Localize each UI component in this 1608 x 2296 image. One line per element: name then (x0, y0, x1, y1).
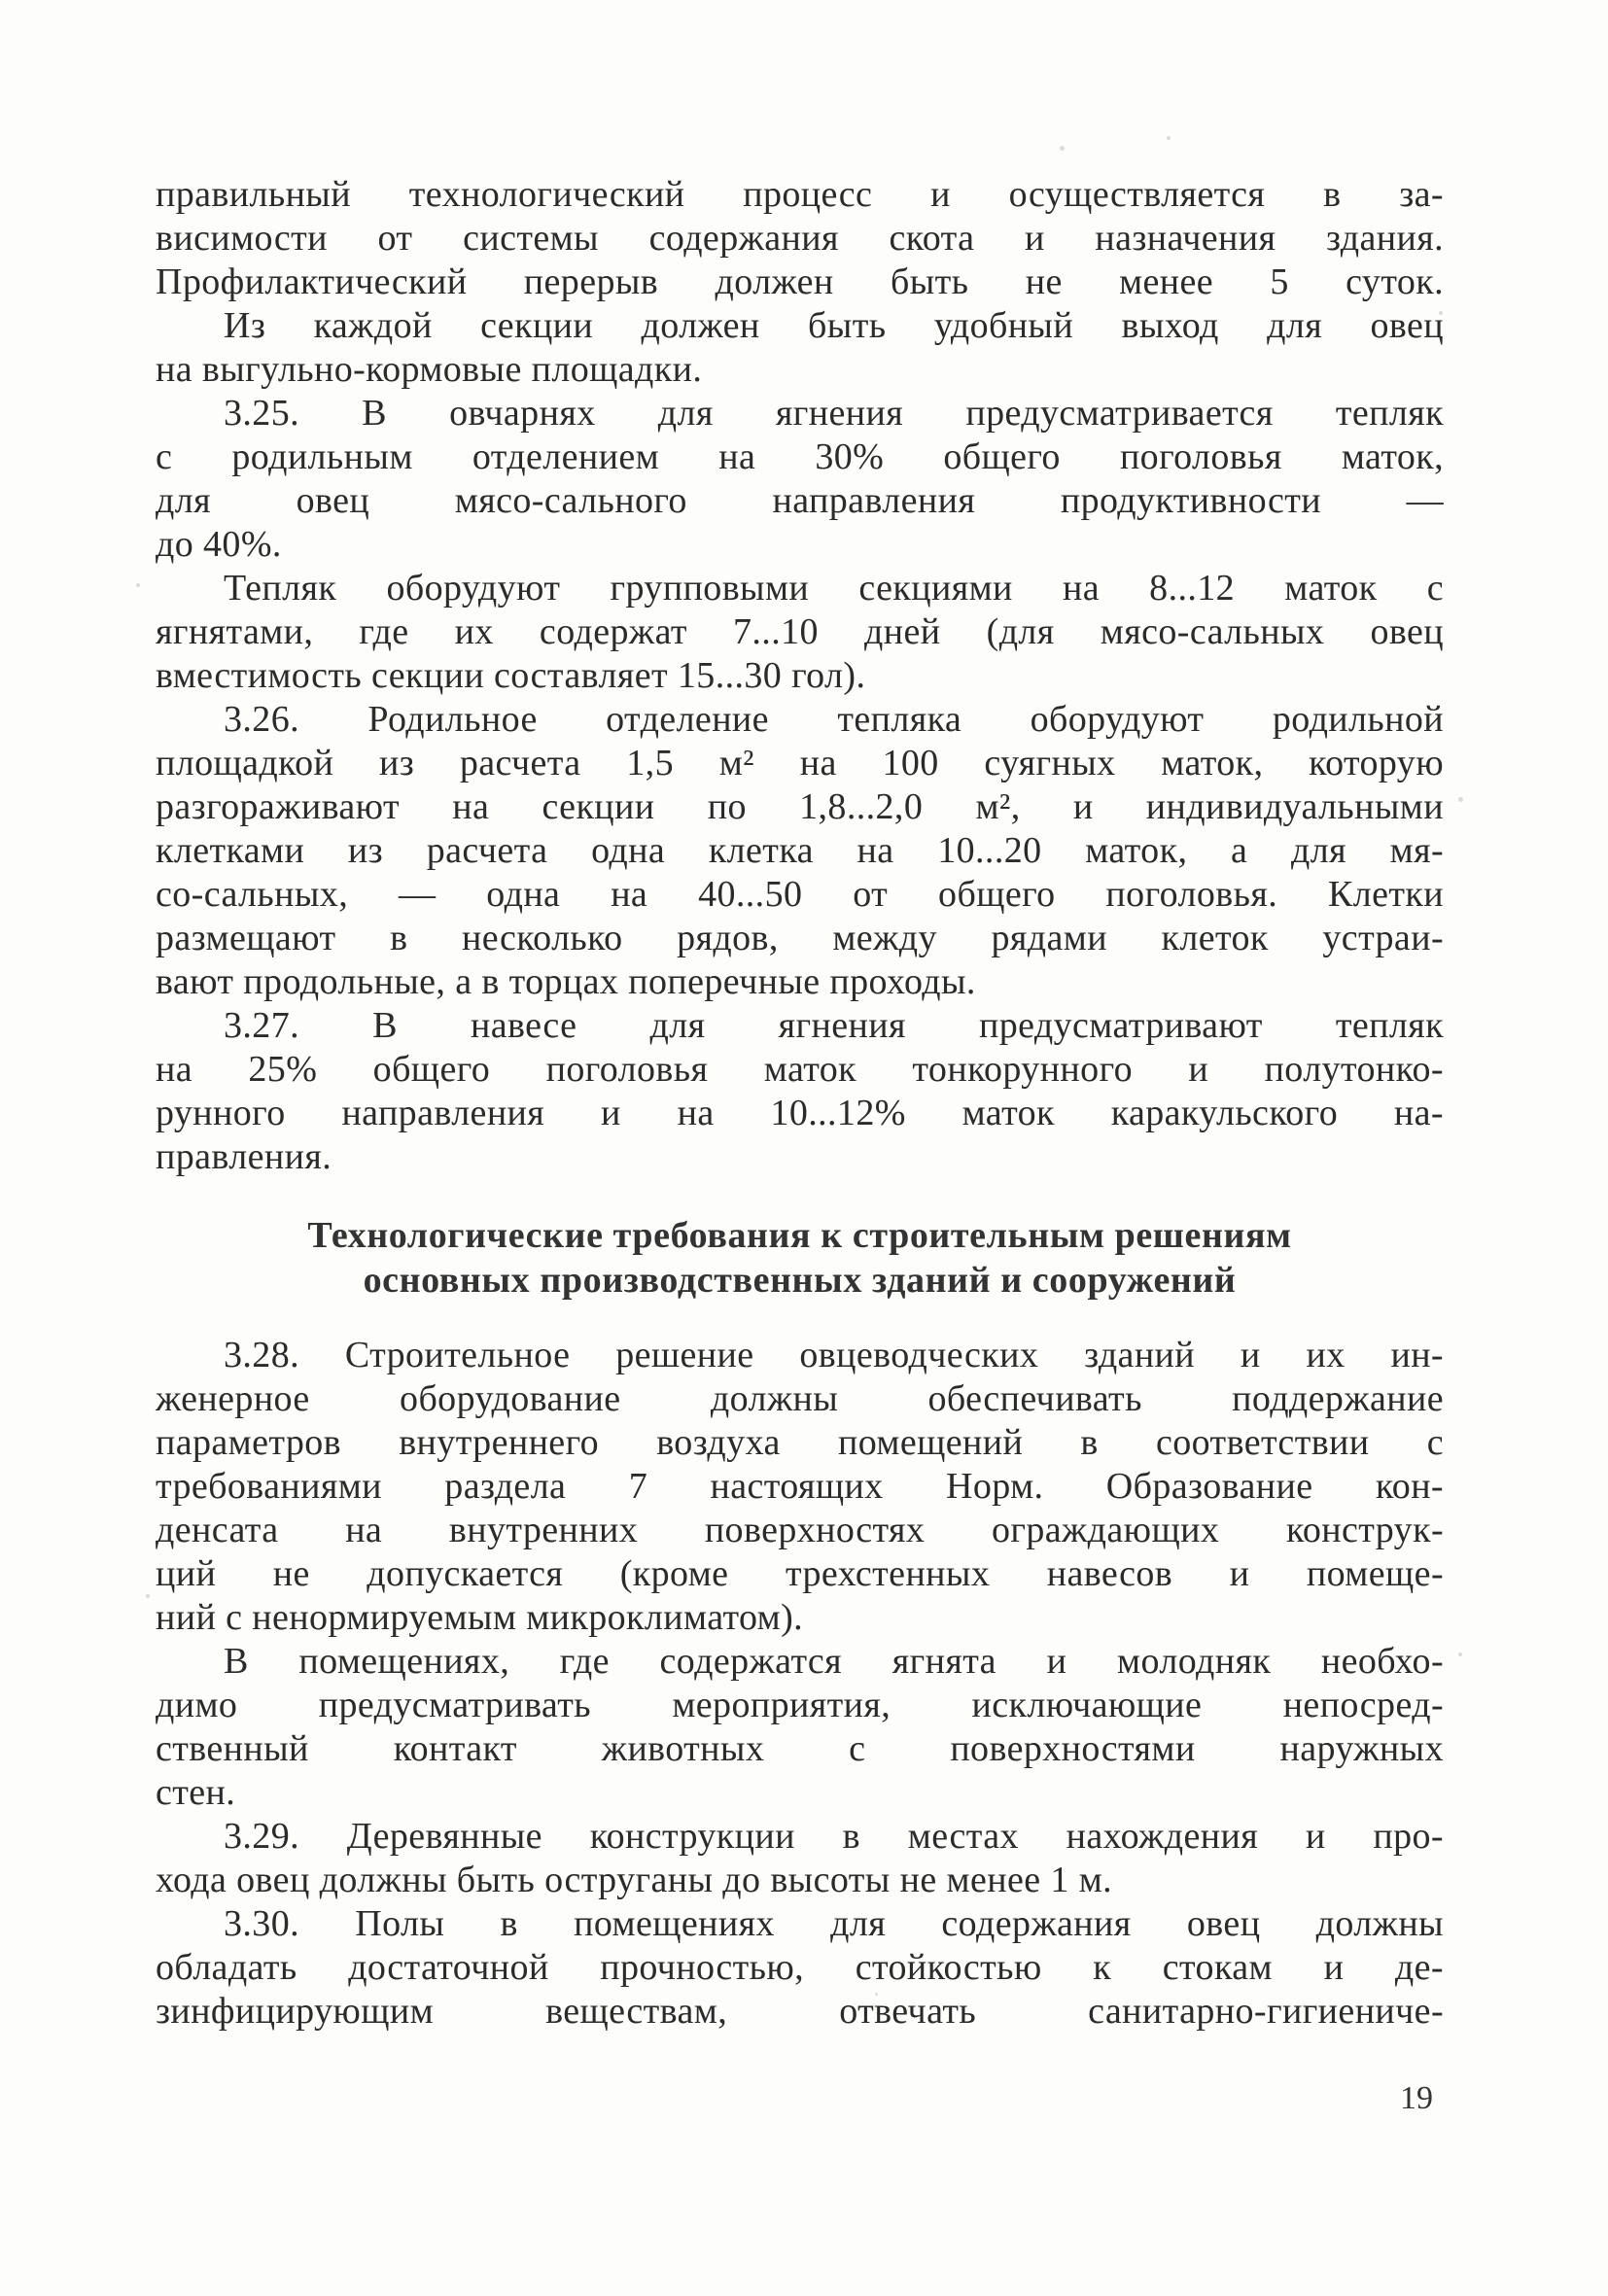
text-line: для овец мясо-сального направления продуктивности — (156, 480, 1444, 521)
text-line: правильный технологический процесс и осуществляется в за- (156, 174, 1444, 215)
page-number: 19 (1400, 2080, 1433, 2116)
text-line: разгораживают на секции по 1,8...2,0 м², и индивидуальными (156, 786, 1444, 827)
text-line: требованиями раздела 7 настоящих Норм. Образование кон- (156, 1466, 1444, 1507)
text-line: ственный контакт животных с поверхностями наружных (156, 1728, 1444, 1769)
text-line: женерное оборудование должны обеспечивать поддержание (156, 1378, 1444, 1419)
text-line: с родильным отделением на 30% общего поголовья маток, (156, 436, 1444, 477)
text-line: димо предусматривать мероприятия, исключающие непосред- (156, 1685, 1444, 1725)
scan-speck (1060, 146, 1065, 151)
scan-speck (1167, 136, 1171, 140)
text-line: до 40%. (156, 524, 282, 565)
section-heading (156, 1213, 1444, 1303)
text-line: Из каждой секции должен быть удобный выход для овец (224, 305, 1444, 346)
text-line: ций не допускается (кроме трехстенных навесов и помеще- (156, 1553, 1444, 1594)
text-line: 3.27. В навесе для ягнения предусматривают тепляк (224, 1005, 1444, 1046)
heading-line-1: Технологические требования к строительным решениям (307, 1215, 1292, 1256)
text-line: хода овец должны быть оструганы до высоты не менее 1 м. (156, 1860, 1113, 1900)
scan-speck (1458, 1652, 1462, 1656)
text-line: площадкой из расчета 1,5 м² на 100 суягных маток, которую (156, 743, 1444, 783)
text-line: 3.25. В овчарнях для ягнения предусматривается тепляк (224, 393, 1444, 434)
scan-speck (875, 1993, 878, 1996)
text-line: Тепляк оборудуют групповыми секциями на 8...12 маток с (224, 568, 1444, 609)
text-line: размещают в несколько рядов, между рядами клеток устраи- (156, 918, 1444, 958)
text-line: Профилактический перерыв должен быть не менее 5 суток. (156, 261, 1444, 302)
text-line: вместимость секции составляет 15...30 гол). (156, 655, 866, 696)
text-line: на выгульно-кормовые площадки. (156, 349, 703, 390)
section-2-text (156, 1334, 1444, 2034)
scan-speck (1439, 311, 1443, 315)
text-line: обладать достаточной прочностью, стойкостью к стокам и де- (156, 1947, 1444, 1988)
text-line: параметров внутреннего воздуха помещений в соответствии с (156, 1422, 1444, 1463)
text-line: В помещениях, где содержатся ягнята и молодняк необхо- (224, 1641, 1444, 1682)
text-line: денсата на внутренних поверхностях ограждающих конструк- (156, 1510, 1444, 1550)
text-line: стен. (156, 1772, 236, 1813)
text-line: ний с ненормируемым микроклиматом). (156, 1597, 804, 1638)
text-line: клетками из расчета одна клетка на 10...20 маток, а для мя- (156, 830, 1444, 871)
text-line: зинфицирующим веществам, отвечать санитарно-гигиениче- (156, 1991, 1444, 2032)
scan-speck (1458, 797, 1463, 802)
section-1-text (156, 173, 1444, 1179)
text-line: правления. (156, 1136, 332, 1177)
text-line: рунного направления и на 10...12% маток каракульского на- (156, 1093, 1444, 1133)
text-line: 3.30. Полы в помещениях для содержания овец должны (224, 1903, 1444, 1944)
text-line: 3.28. Строительное решение овцеводческих зданий и их ин- (224, 1335, 1444, 1375)
text-line: со-сальных, — одна на 40...50 от общего поголовья. Клетки (156, 874, 1444, 915)
text-line: 3.26. Родильное отделение тепляка оборудуют родильной (224, 699, 1444, 740)
text-line: на 25% общего поголовья маток тонкорунного и полутонко- (156, 1049, 1444, 1090)
text-line: ягнятами, где их содержат 7...10 дней (для мясо-сальных овец (156, 611, 1444, 652)
text-line: 3.29. Деревянные конструкции в местах нахождения и про- (224, 1816, 1444, 1857)
scan-speck (136, 583, 140, 587)
text-line: вают продольные, а в торцах поперечные проходы. (156, 961, 976, 1002)
heading-line-2: основных производственных зданий и сооружений (363, 1260, 1237, 1301)
text-line: висимости от системы содержания скота и назначения здания. (156, 218, 1444, 259)
scan-speck (146, 1594, 150, 1598)
